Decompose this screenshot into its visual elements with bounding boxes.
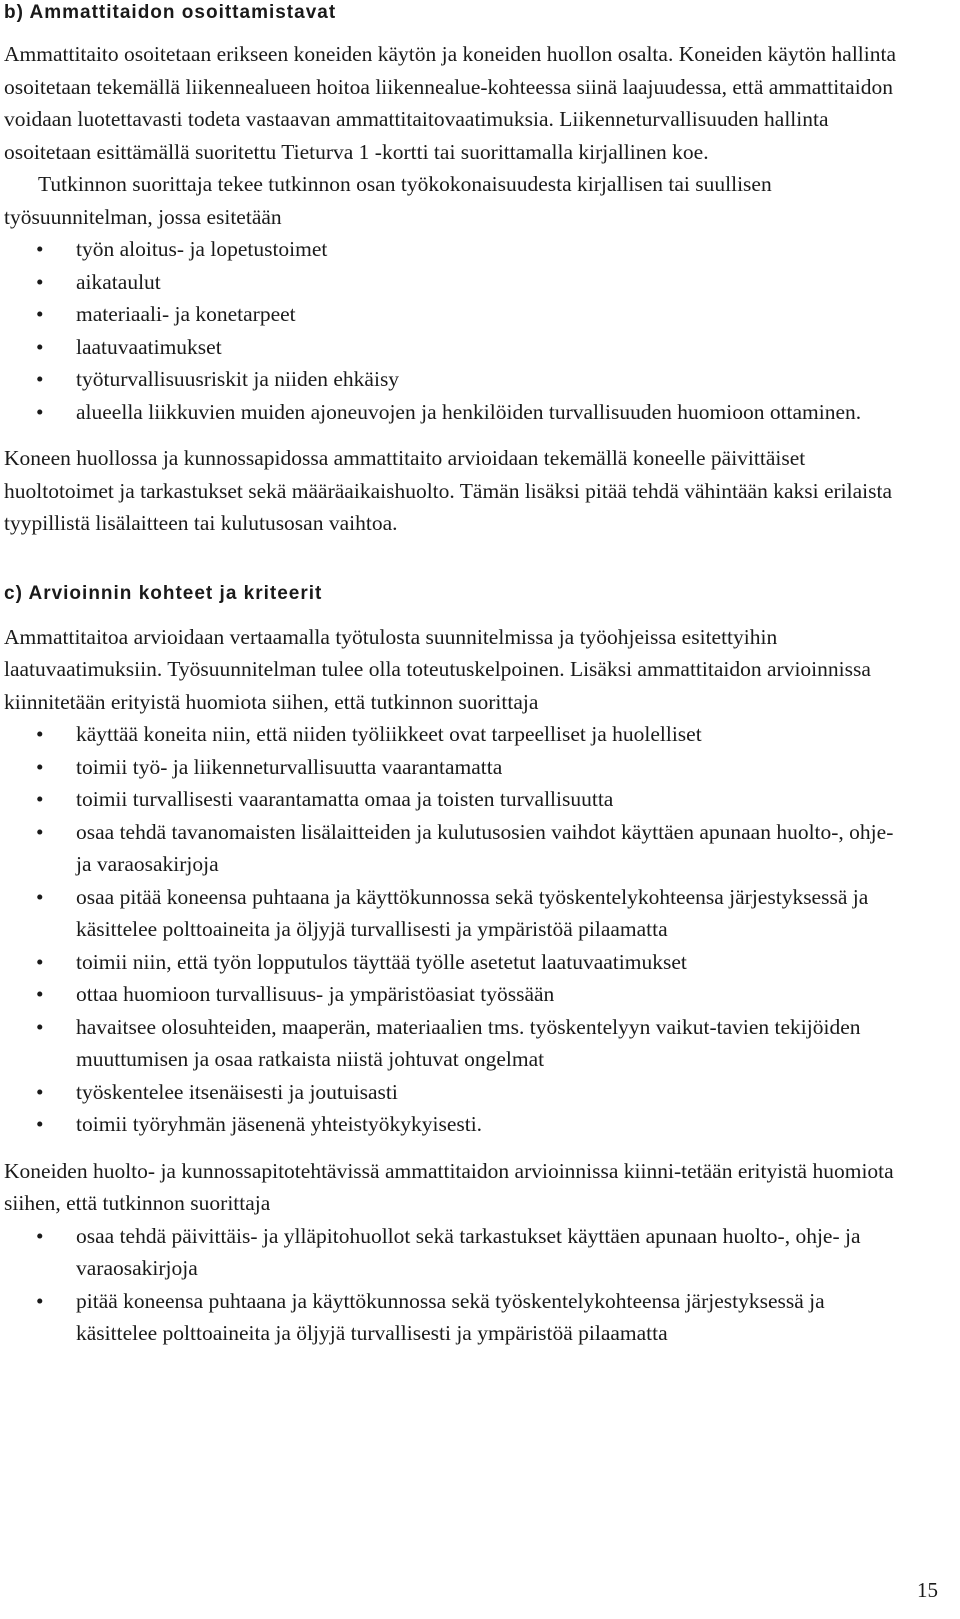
- list-item: • osaa pitää koneensa puhtaana ja käyttökunnossa sekä työskentelykohteensa järjestyksessä ja käsittelee polttoaineita ja öljyjä turvallisesti ja ympäristöä pilaamatta: [4, 881, 904, 946]
- list-item: • alueella liikkuvien muiden ajoneuvojen ja henkilöiden turvallisuuden huomioon ottaminen.: [4, 396, 904, 429]
- list-item: • toimii turvallisesti vaarantamatta omaa ja toisten turvallisuutta: [4, 783, 904, 816]
- section-c-bullet-list-1: [4, 718, 904, 1141]
- list-item: • työturvallisuusriskit ja niiden ehkäisy: [4, 363, 904, 396]
- section-b-paragraph-1: Ammattitaito osoitetaan erikseen koneiden käytön ja koneiden huollon osalta. Koneiden käytön hallinta osoitetaan tekemällä liikennealueen hoitoa liikennealue-kohteessa siinä laajuudessa, että ammattitaidon voidaan luotettavasti todeta vastaavan ammattitaitovaatimuksia. Liikenneturvallisuuden hallinta osoitetaan esittämällä suoritettu Tieturva 1 -kortti tai suorittamalla kirjallinen koe.: [4, 42, 897, 164]
- list-item: • työskentelee itsenäisesti ja joutuisasti: [4, 1076, 904, 1109]
- section-b-bullet-list: [4, 233, 904, 428]
- section-c-heading: c) Arvioinnin kohteet ja kriteerit: [4, 582, 323, 604]
- document-page: [4, 0, 904, 1350]
- section-b-heading: b) Ammattitaidon osoittamistavat: [4, 2, 337, 23]
- page-number: 15: [917, 1578, 938, 1602]
- list-item: • materiaali- ja konetarpeet: [4, 298, 904, 331]
- list-item: • havaitsee olosuhteiden, maaperän, materiaalien tms. työskentelyyn vaikut-tavien tekijöiden muuttumisen ja osaa ratkaista niistä johtuvat ongelmat: [4, 1011, 904, 1076]
- section-b-paragraph-3: Koneen huollossa ja kunnossapidossa ammattitaito arvioidaan tekemällä koneelle päivittäiset huoltotoimet ja tarkastukset sekä määräaikaishuolto. Tämän lisäksi pitää tehdä vähintään kaksi erilaista tyypillistä lisälaitteen tai kulutusosan vaihtoa.: [4, 446, 892, 535]
- list-item: • toimii niin, että työn lopputulos täyttää työlle asetetut laatuvaatimukset: [4, 946, 904, 979]
- section-c-paragraph-2: Koneiden huolto- ja kunnossapitotehtävissä ammattitaidon arvioinnissa kiinni-tetään erityistä huomiota siihen, että tutkinnon suorittaja: [4, 1158, 894, 1215]
- list-item: • osaa tehdä tavanomaisten lisälaitteiden ja kulutusosien vaihdot käyttäen apunaan huolto-, ohje- ja varaosakirjoja: [4, 816, 904, 881]
- list-item: • toimii työ- ja liikenneturvallisuutta vaarantamatta: [4, 751, 904, 784]
- list-item: • käyttää koneita niin, että niiden työliikkeet ovat tarpeelliset ja huolelliset: [4, 718, 904, 751]
- list-item: • työn aloitus- ja lopetustoimet: [4, 233, 904, 266]
- section-c-paragraph-1: Ammattitaitoa arvioidaan vertaamalla työtulosta suunnitelmissa ja työohjeissa esitettyihin laatuvaatimuksiin. Työsuunnitelman tulee olla toteutuskelpoinen. Lisäksi ammattitaidon arvioinnissa kiinnitetään erityistä huomiota siihen, että tutkinnon suorittaja: [4, 624, 871, 714]
- list-item: • pitää koneensa puhtaana ja käyttökunnossa sekä työskentelykohteensa järjestyksessä ja käsittelee polttoaineita ja öljyjä turvallisesti ja ympäristöä pilaamatta: [4, 1285, 904, 1350]
- list-item: • aikataulut: [4, 266, 904, 299]
- list-item: • ottaa huomioon turvallisuus- ja ympäristöasiat työssään: [4, 978, 904, 1011]
- section-c-bullet-list-2: [4, 1220, 904, 1350]
- list-item: • toimii työryhmän jäsenenä yhteistyökykyisesti.: [4, 1108, 904, 1141]
- section-b-paragraph-2: Tutkinnon suorittaja tekee tutkinnon osan työkokonaisuudesta kirjallisen tai suullisen työsuunnitelman, jossa esitetään: [4, 172, 772, 229]
- list-item: • osaa tehdä päivittäis- ja ylläpitohuollot sekä tarkastukset käyttäen apunaan huolto-, ohje- ja varaosakirjoja: [4, 1220, 904, 1285]
- list-item: • laatuvaatimukset: [4, 331, 904, 364]
